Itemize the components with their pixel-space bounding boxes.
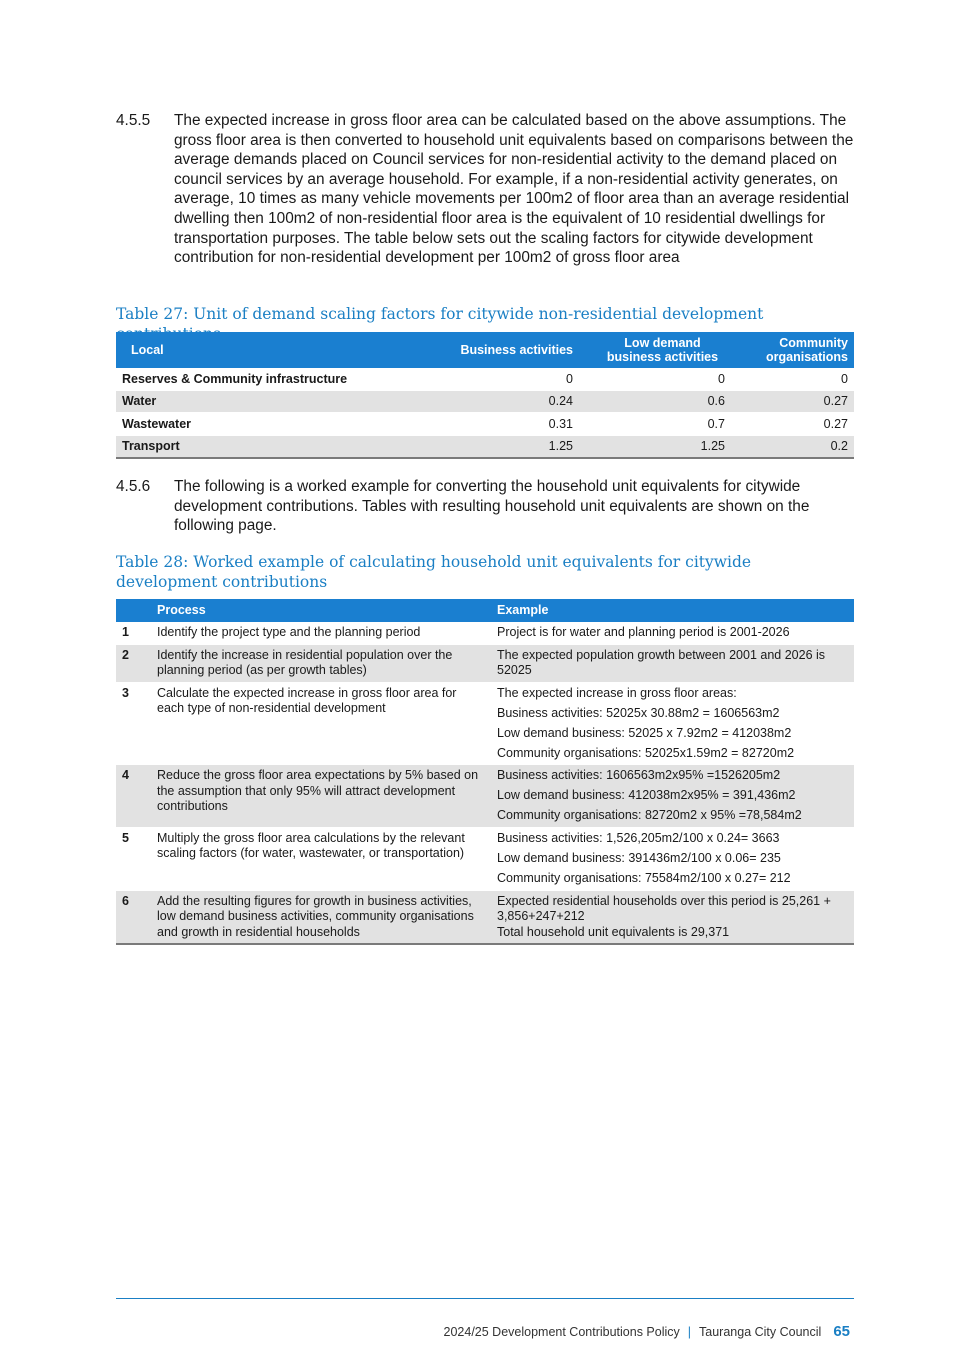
- paragraph-4-5-5: [116, 111, 856, 268]
- table-row: [116, 368, 854, 390]
- table-28: [116, 599, 854, 945]
- cell-value: 0: [731, 368, 854, 390]
- table-row: [116, 390, 854, 413]
- row-label: Water: [116, 390, 427, 413]
- footer-document-title: 2024/25 Development Contributions Policy: [443, 1325, 680, 1339]
- process-cell: Calculate the expected increase in gross floor area for each type of non-residential development: [151, 682, 491, 765]
- table-row: [116, 765, 854, 828]
- table-row: [116, 890, 854, 944]
- row-label: Wastewater: [116, 413, 427, 436]
- footer-organisation: Tauranga City Council: [699, 1325, 822, 1339]
- column-header-low-demand: [579, 332, 731, 368]
- example-line: Project is for water and planning period is 2001-2026: [497, 625, 790, 639]
- paragraph-text: The expected increase in gross floor area can be calculated based on the above assumptions. The gross floor area is then converted to household unit equivalents based on comparisons between the average demands placed on Council services for non-residential activity to the demand placed on council services by an average household. For example, if a non-residential activity generates, on average, 10 times as many vehicle movements per 100m2 of floor area than an average residential dwelling then 100m2 of non-residential floor area is the equivalent of 10 residential dwellings for transportation purposes. The table below sets out the scaling factors for citywide development contribution for non-residential development per 100m2 of gross floor area: [174, 112, 854, 267]
- cell-value: 1.25: [579, 435, 731, 458]
- column-header-process: Process: [151, 599, 491, 622]
- example-line: The expected increase in gross floor areas:: [497, 685, 737, 700]
- process-cell: Multiply the gross floor area calculations by the relevant scaling factors (for water, wastewater, or transportation): [151, 827, 491, 890]
- column-header-local: Local: [116, 332, 427, 368]
- example-cell: [491, 682, 854, 765]
- column-header-business: Business activities: [427, 332, 579, 368]
- process-cell: Identify the increase in residential population over the planning period (as per growth tables): [151, 644, 491, 682]
- page-footer: [444, 1323, 850, 1340]
- cell-value: 0.2: [731, 435, 854, 458]
- table-row: [116, 413, 854, 436]
- example-line: Community organisations: 52025x1.59m2 = 82720m2: [497, 745, 795, 760]
- example-line: Community organisations: 82720m2 x 95% =78,584m2: [497, 808, 802, 823]
- cell-value: 0.31: [427, 413, 579, 436]
- column-header-example: Example: [491, 599, 854, 622]
- table-27-caption: Table 27: Unit of demand scaling factors for citywide non-residential development: [116, 305, 764, 323]
- process-cell: Add the resulting figures for growth in business activities, low demand business activities, community organisations and growth in residential households: [151, 890, 491, 944]
- table-row: [116, 622, 854, 644]
- example-line: Low demand business: 52025 x 7.92m2 = 412038m2: [497, 725, 792, 740]
- paragraph-text: The following is a worked example for converting the household unit equivalents for citywide development contributions. Tables with resulting household unit equivalents are shown on the following page.: [174, 478, 810, 535]
- table-row: [116, 827, 854, 890]
- example-line: Business activities: 52025x 30.88m2 = 1606563m2: [497, 705, 780, 720]
- cell-value: 0.24: [427, 390, 579, 413]
- example-line: Business activities: 1,526,205m2/100 x 0.24= 3663: [497, 830, 780, 845]
- step-number: 1: [116, 622, 151, 644]
- table-27: [116, 332, 854, 459]
- cell-value: 0.6: [579, 390, 731, 413]
- process-cell: Reduce the gross floor area expectations by 5% based on the assumption that only 95% will attract development contributions: [151, 765, 491, 828]
- cell-value: 1.25: [427, 435, 579, 458]
- example-cell: [491, 644, 854, 682]
- example-line: Low demand business: 412038m2x95% = 391,436m2: [497, 788, 796, 803]
- example-cell: [491, 765, 854, 828]
- example-line: Expected residential households over this period is 25,261 + 3,856+247+212: [497, 893, 831, 924]
- step-number: 2: [116, 644, 151, 682]
- step-number: 3: [116, 682, 151, 765]
- table-header-row: [116, 599, 854, 622]
- page-number: 65: [833, 1323, 850, 1340]
- cell-value: 0.27: [731, 413, 854, 436]
- row-label: Transport: [116, 435, 427, 458]
- footer-separator: |: [687, 1325, 692, 1339]
- paragraph-4-5-6: [116, 477, 856, 536]
- example-line: Business activities: 1606563m2x95% =1526205m2: [497, 768, 781, 783]
- example-line: Low demand business: 391436m2/100 x 0.06= 235: [497, 851, 781, 866]
- process-cell: Identify the project type and the planning period: [151, 622, 491, 644]
- table-row: [116, 435, 854, 458]
- table-header-row: [116, 332, 854, 368]
- table-28-caption: Table 28: Worked example of calculating household unit equivalents for citywide development contributions: [116, 553, 752, 591]
- step-number: 6: [116, 890, 151, 944]
- column-header-community: [731, 332, 854, 368]
- example-cell: [491, 890, 854, 944]
- section-number: 4.5.6: [116, 478, 151, 495]
- table-row: [116, 682, 854, 765]
- section-number: 4.5.5: [116, 112, 151, 129]
- footer-divider: [116, 1298, 854, 1299]
- cell-value: 0.7: [579, 413, 731, 436]
- step-number: 4: [116, 765, 151, 828]
- cell-value: 0: [579, 368, 731, 390]
- column-header-step: [116, 599, 151, 622]
- low-demand-header-label: Low demand business activities: [606, 335, 719, 364]
- example-line: Community organisations: 75584m2/100 x 0.27= 212: [497, 871, 791, 886]
- table-row: [116, 644, 854, 682]
- example-cell: [491, 622, 854, 644]
- cell-value: 0.27: [731, 390, 854, 413]
- example-line: Total household unit equivalents is 29,371: [497, 924, 730, 939]
- community-header-label: Community organisations: [766, 335, 848, 364]
- example-cell: [491, 827, 854, 890]
- cell-value: 0: [427, 368, 579, 390]
- row-label: Reserves & Community infrastructure: [116, 368, 427, 390]
- example-line: The expected population growth between 2001 and 2026 is 52025: [497, 647, 826, 677]
- step-number: 5: [116, 827, 151, 890]
